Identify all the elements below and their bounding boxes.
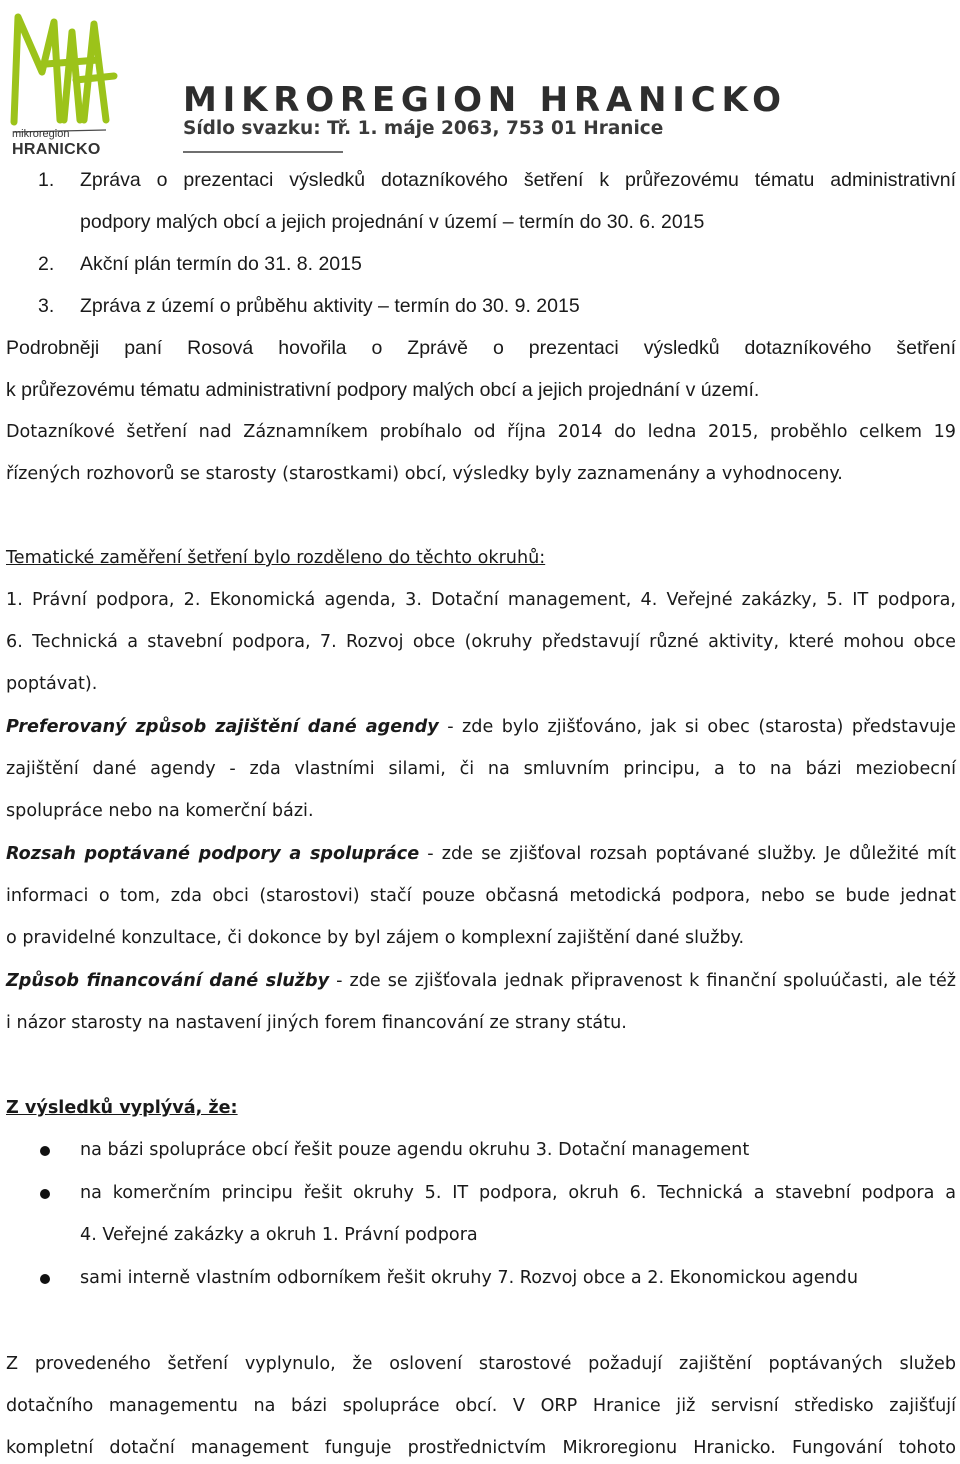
paragraph-line: spolupráce nebo na komerční bázi. xyxy=(6,801,314,821)
logo-small-text: mikroregion xyxy=(12,128,70,140)
logo-small-brand: HRANICKO xyxy=(12,141,101,158)
paragraph-line: dotačního managementu na bázi spolupráce obcí. V ORP Hranice již servisní středisko zajišťují xyxy=(6,1396,956,1416)
list-item-3: Zpráva z území o průběhu aktivity – termín do 30. 9. 2015 xyxy=(80,295,580,317)
paragraph-line xyxy=(6,842,956,866)
org-title: MIKROREGION HRANICKO xyxy=(183,80,787,120)
result-item-1: na bázi spolupráce obcí řešit pouze agendu okruhu 3. Dotační management xyxy=(80,1140,750,1160)
list-item-1-line2: podpory malých obcí a jejich projednání v území – termín do 30. 6. 2015 xyxy=(80,211,705,233)
term-description: - zde se zjišťovala jednak připravenost k finanční spoluúčasti, ale též xyxy=(329,971,957,991)
list-number: 1. xyxy=(38,169,55,191)
paragraph-line: k průřezovému tématu administrativní podpory malých obcí a jejich projednání v území. xyxy=(6,379,760,401)
paragraph-line: i názor starosty na nastavení jiných forem financování ze strany státu. xyxy=(6,1013,627,1033)
result-item-3: sami interně vlastním odborníkem řešit okruhy 7. Rozvoj obce a 2. Ekonomickou agendu xyxy=(80,1268,858,1288)
term-support-scope: Rozsah poptávané podpory a spolupráce xyxy=(6,844,420,864)
list-number: 3. xyxy=(38,295,55,317)
paragraph-line: informaci o tom, zda obci (starostovi) stačí pouze občasná metodická podpora, nebo se bude jednat xyxy=(6,886,956,906)
paragraph-line: Dotazníkové šetření nad Záznamníkem probíhalo od října 2014 do ledna 2015, proběhlo celkem 19 xyxy=(6,422,956,442)
term-description: - zde bylo zjišťováno, jak si obec (starosta) představuje xyxy=(438,717,956,737)
term-financing: Způsob financování dané služby xyxy=(6,971,330,991)
letterhead xyxy=(0,0,960,165)
list-item-1-line1: Zpráva o prezentaci výsledků dotazníkového šetření k průřezovému tématu administrativní xyxy=(80,169,956,191)
org-address: Sídlo svazku: Tř. 1. máje 2063, 753 01 Hranice xyxy=(183,118,664,139)
paragraph-line: Z provedeného šetření vyplynulo, že oslovení starostové požadují zajištění poptávaných služeb xyxy=(6,1354,956,1374)
list-item-2: Akční plán termín do 31. 8. 2015 xyxy=(80,253,362,275)
paragraph-line: 6. Technická a stavební podpora, 7. Rozvoj obce (okruhy představují různé aktivity, které mohou obce xyxy=(6,632,956,652)
section-heading xyxy=(6,546,956,570)
section-heading xyxy=(6,1096,956,1120)
bullet-icon xyxy=(40,1146,50,1156)
paragraph-line xyxy=(6,969,956,993)
paragraph-line: Podrobněji paní Rosová hovořila o Zprávě o prezentaci výsledků dotazníkového šetření xyxy=(6,337,956,359)
paragraph-line: zajištění dané agendy - zda vlastními silami, či na smluvním principu, a to na bázi meziobecní xyxy=(6,759,956,779)
paragraph-line: kompletní dotační management funguje prostřednictvím Mikroregionu Hranicko. Fungování tohoto xyxy=(6,1438,956,1458)
paragraph-line: poptávat). xyxy=(6,674,98,694)
results-heading: Z výsledků vyplývá, že: xyxy=(6,1098,238,1118)
term-preferred-method: Preferovaný způsob zajištění dané agendy xyxy=(6,717,439,737)
paragraph-line xyxy=(6,715,956,739)
bullet-icon xyxy=(40,1189,50,1199)
result-item-2-line1: na komerčním principu řešit okruhy 5. IT podpora, okruh 6. Technická a stavební podpora a xyxy=(80,1183,956,1203)
paragraph-line: řízených rozhovorů se starosty (starostkami) obcí, výsledky byly zaznamenány a vyhodnoceny. xyxy=(6,464,843,484)
paragraph-line: o pravidelné konzultace, či dokonce by byl zájem o komplexní zajištění dané služby. xyxy=(6,928,745,948)
list-number: 2. xyxy=(38,253,55,275)
bullet-icon xyxy=(40,1274,50,1284)
term-description: - zde se zjišťoval rozsah poptávané služby. Je důležité mít xyxy=(419,844,956,864)
topics-heading: Tematické zaměření šetření bylo rozděleno do těchto okruhů: xyxy=(6,548,546,568)
paragraph-line: 1. Právní podpora, 2. Ekonomická agenda, 3. Dotační management, 4. Veřejné zakázky, 5. IT podpora, xyxy=(6,590,956,610)
header-rule xyxy=(183,151,343,153)
result-item-2-line2: 4. Veřejné zakázky a okruh 1. Právní podpora xyxy=(80,1225,478,1245)
